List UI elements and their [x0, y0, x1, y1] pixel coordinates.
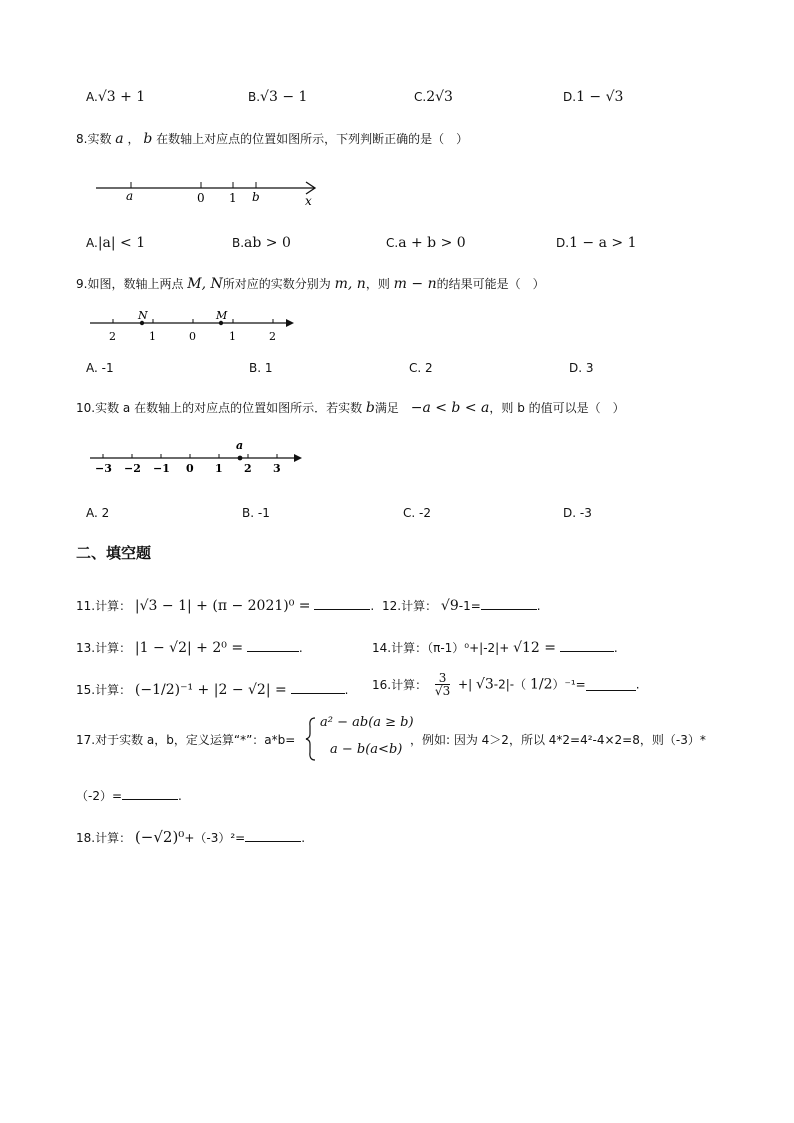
label-b: b — [252, 190, 260, 204]
tick-label-neg1: −1 — [153, 462, 170, 475]
label-1: 1 — [229, 191, 237, 205]
q9-option-a[interactable]: A. -1 — [86, 361, 114, 375]
q8-option-c[interactable]: C.a + b > 0 — [386, 235, 466, 251]
axis-arrow — [294, 454, 302, 462]
q9-option-c[interactable]: C. 2 — [409, 361, 433, 375]
q8-number-line — [90, 178, 330, 208]
q10-option-d[interactable]: D. -3 — [563, 506, 592, 520]
point-a — [238, 456, 243, 461]
answer-blank[interactable] — [586, 678, 636, 691]
q7-option-d[interactable]: D.1 − √3 — [563, 89, 624, 105]
answer-blank[interactable] — [481, 597, 537, 610]
q13: 13.计算： |1 − √2| + 2⁰ = . — [76, 640, 303, 656]
tick-label-1: 1 — [215, 462, 223, 475]
q17-case2: a − b(a<b) — [330, 742, 403, 757]
tick-label-0: 0 — [186, 462, 194, 475]
q7-option-c[interactable]: C.2√3 — [414, 89, 453, 105]
q10-number-line — [88, 437, 308, 477]
answer-blank[interactable] — [314, 597, 370, 610]
q8-stem: 8.实数 a ， b 在数轴上对应点的位置如图所示，下列判断正确的是（ ） — [76, 131, 469, 147]
q9-stem: 9.如图，数轴上两点 M, N所对应的实数分别为 m, n，则 m − n的结果可能是（ ） — [76, 276, 545, 292]
label-m: M — [216, 310, 228, 322]
q9-option-b[interactable]: B. 1 — [249, 361, 273, 375]
q9-option-d[interactable]: D. 3 — [569, 361, 594, 375]
q10-option-c[interactable]: C. -2 — [403, 506, 431, 520]
tick-label-2: 2 — [244, 462, 252, 475]
tick-label-neg2: 2 — [109, 330, 116, 343]
q17-post: ，例如: 因为 4＞2，所以 4*2=4²-4×2=8，则（-3）* — [410, 733, 706, 747]
label-a: a — [126, 189, 134, 203]
tick-label-neg2: −2 — [124, 462, 141, 475]
q17-line2: （-2）= . — [76, 789, 182, 803]
fraction-3-over-root3: $\frac{3}{√3}$ — [434, 671, 451, 698]
label-n: N — [138, 310, 148, 322]
tick-label-neg1: 1 — [149, 330, 156, 343]
answer-blank[interactable] — [560, 639, 614, 652]
tick-label-0: 0 — [189, 330, 196, 343]
q7-option-b[interactable]: B.√3 − 1 — [248, 89, 308, 105]
q10-stem: 10.实数 a 在数轴上的对应点的位置如图所示．若实数 b满足 −a < b < a，则 b 的值可以是（ ） — [76, 400, 625, 416]
q17-case1: a² − ab(a ≥ b) — [320, 715, 414, 730]
answer-blank[interactable] — [247, 639, 299, 652]
section-title-fill-in: 二、填空题 — [76, 544, 152, 562]
left-brace-icon — [305, 716, 317, 762]
q17-pre: 17.对于实数 a，b，定义运算“*”：a*b= — [76, 733, 296, 747]
q8-option-a[interactable]: A.|a| < 1 — [86, 235, 146, 251]
label-a: a — [236, 439, 244, 452]
label-0: 0 — [197, 191, 205, 205]
q14: 14.计算：（π-1）⁰+|-2|+ √12 = . — [372, 640, 618, 656]
q15: 15.计算： (−1/2)⁻¹ + |2 − √2| = . — [76, 682, 349, 698]
answer-blank[interactable] — [291, 681, 345, 694]
q10-option-a[interactable]: A. 2 — [86, 506, 110, 520]
q7-option-a[interactable]: A.√3 + 1 — [86, 89, 146, 105]
q8-option-b[interactable]: B.ab > 0 — [232, 235, 291, 251]
q11: 11.计算： |√3 − 1| + (π − 2021)⁰ = . — [76, 598, 375, 614]
answer-blank[interactable] — [245, 829, 301, 842]
tick-label-1: 1 — [229, 330, 236, 343]
q10-option-b[interactable]: B. -1 — [242, 506, 270, 520]
label-x: x — [305, 194, 312, 208]
q16: 16.计算： $\frac{3}{√3}$ +| √3-2|-（ 1/2）⁻¹= . — [372, 671, 640, 698]
tick-label-3: 3 — [273, 462, 281, 475]
axis-arrow — [286, 319, 294, 327]
answer-blank[interactable] — [122, 787, 178, 800]
q8-option-d[interactable]: D.1 − a > 1 — [556, 235, 637, 251]
q9-number-line — [88, 310, 300, 346]
q18: 18.计算： (−√2)⁰+（-3）²= . — [76, 828, 306, 846]
tick-label-neg3: −3 — [95, 462, 112, 475]
q12: 12.计算： √9-1= . — [382, 598, 541, 614]
tick-label-2: 2 — [269, 330, 276, 343]
